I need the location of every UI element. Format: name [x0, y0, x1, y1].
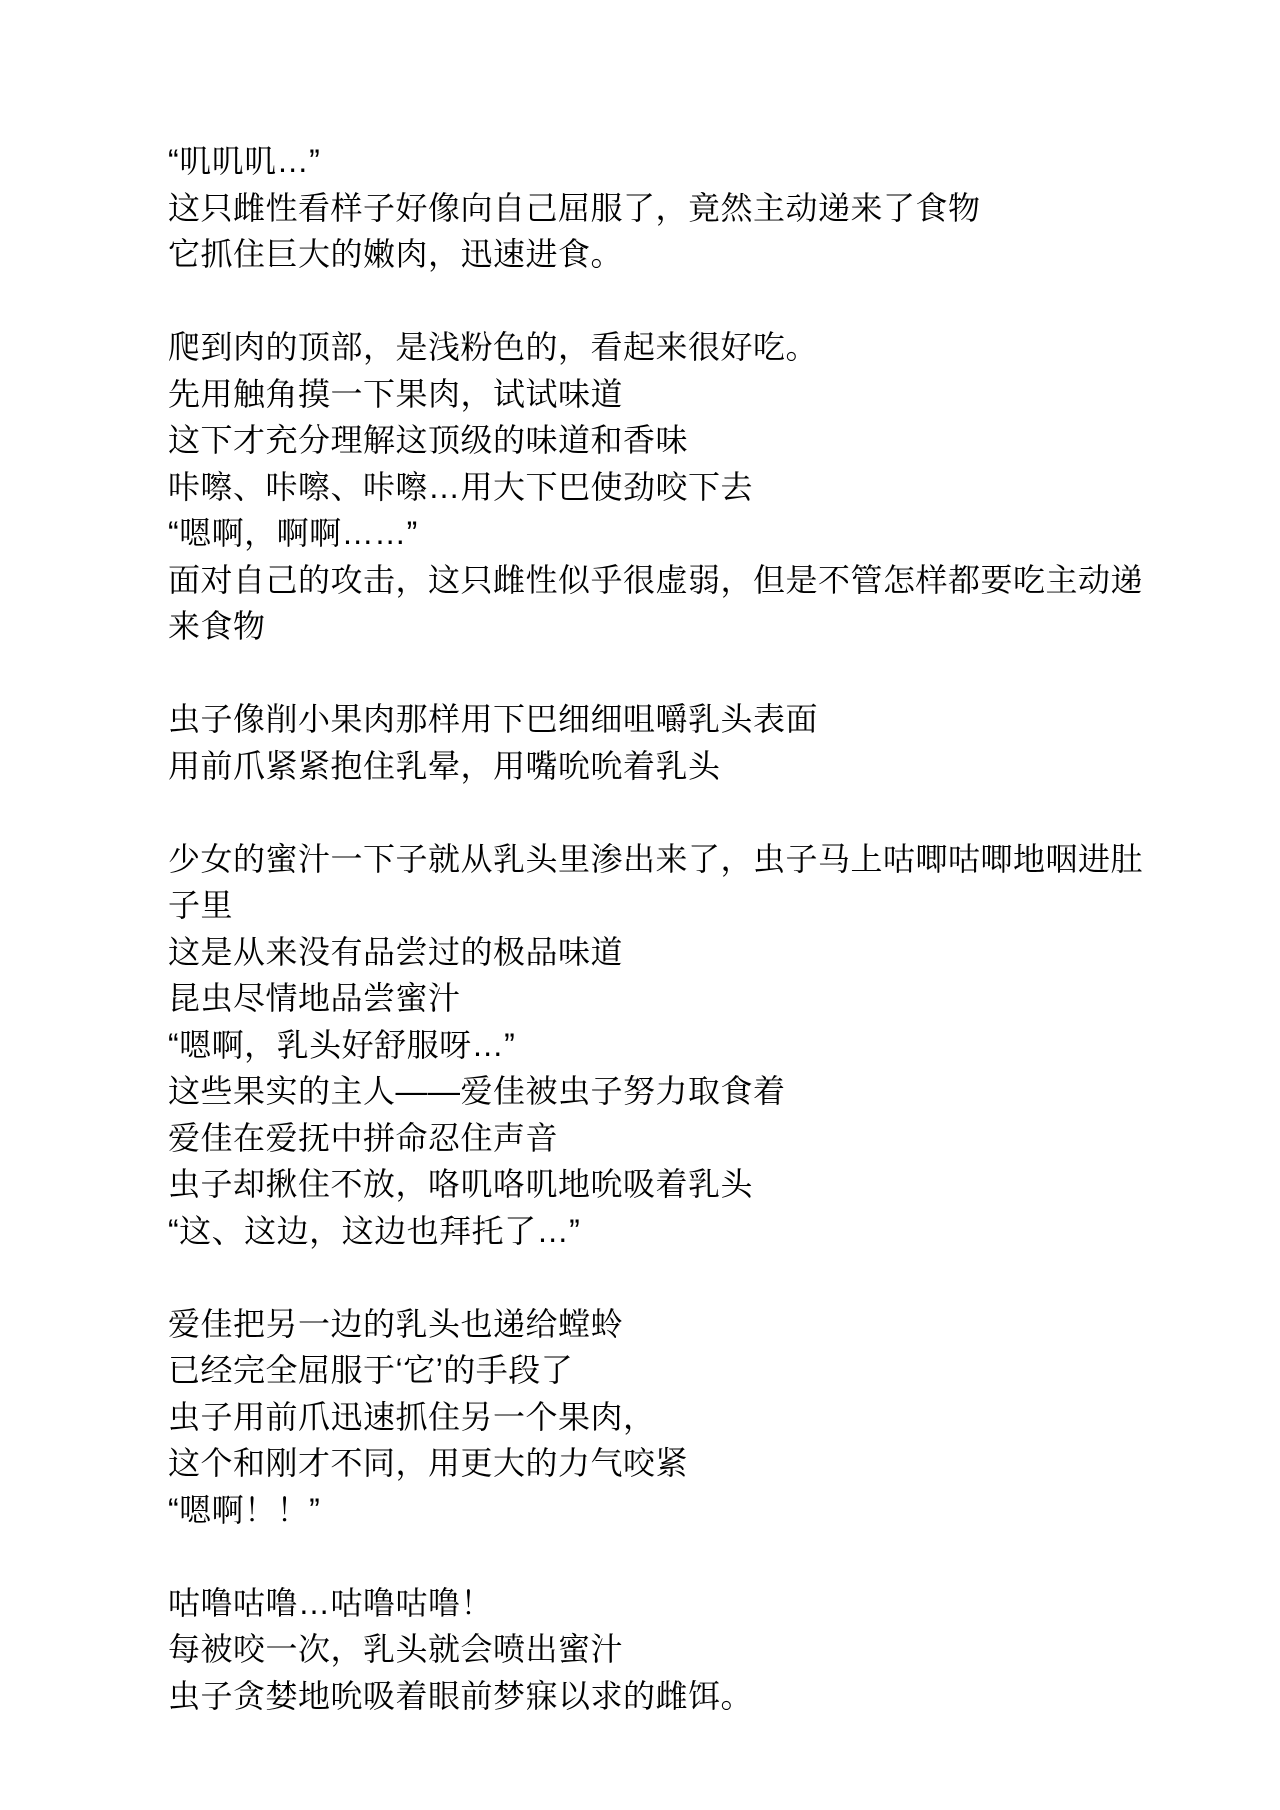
- text-line: 少女的蜜汁一下子就从乳头里渗出来了，虫子马上咕唧咕唧地咽进肚: [168, 840, 1144, 877]
- text-line: “嗯啊！！”: [168, 1491, 321, 1528]
- text-line: 咔嚓、咔嚓、咔嚓…用大下巴使劲咬下去: [168, 468, 754, 505]
- text-line: 爬到肉的顶部，是浅粉色的，看起来很好吃。: [168, 329, 819, 365]
- paragraph: [168, 696, 1148, 789]
- text-line: 这只雌性看样子好像向自己屈服了，竟然主动递来了食物: [168, 189, 981, 226]
- text-line: 爱佳在爱抚中拼命忍住声音: [168, 1119, 559, 1156]
- text-line: 这个和刚才不同，用更大的力气咬紧: [168, 1445, 689, 1481]
- text-line: 昆虫尽情地品尝蜜汁: [168, 980, 461, 1016]
- text-line: 用前爪紧紧抱住乳晕，用嘴吮吮着乳头: [168, 747, 721, 784]
- paragraph: [168, 1301, 1148, 1534]
- text-line: 这下才充分理解这顶级的味道和香味: [168, 422, 689, 458]
- text-line: 这些果实的主人——爱佳被虫子努力取食着: [168, 1073, 786, 1109]
- text-line: 面对自己的攻击，这只雌性似乎很虚弱，但是不管怎样都要吃主动递: [168, 561, 1144, 598]
- text-line: “嗯啊，乳头好舒服呀…”: [168, 1026, 516, 1063]
- text-line: “叽叽叽…”: [168, 143, 321, 179]
- text-line: 爱佳把另一边的乳头也递给螳蛉: [168, 1305, 624, 1342]
- text-line: 来食物: [168, 608, 266, 644]
- paragraph: [168, 836, 1148, 1255]
- paragraph: [168, 138, 1148, 278]
- text-line: 子里: [168, 887, 234, 923]
- paragraph: [168, 324, 1148, 650]
- text-line: 咕噜咕噜…咕噜咕噜！: [168, 1584, 494, 1621]
- text-line: 每被咬一次，乳头就会喷出蜜汁: [168, 1631, 624, 1667]
- text-line: “嗯啊，啊啊……”: [168, 515, 418, 551]
- text-line: 虫子贪婪地吮吸着眼前梦寐以求的雌饵。: [168, 1677, 754, 1714]
- text-line: “这、这边，这边也拜托了…”: [168, 1212, 581, 1249]
- paragraph: [168, 1580, 1148, 1720]
- text-content: [168, 138, 1148, 1719]
- text-line: 先用触角摸一下果肉，试试味道: [168, 375, 624, 412]
- text-line: 虫子用前爪迅速抓住另一个果肉，: [168, 1398, 656, 1435]
- text-line: 它抓住巨大的嫩肉，迅速进食。: [168, 236, 624, 272]
- text-line: 虫子像削小果肉那样用下巴细细咀嚼乳头表面: [168, 701, 819, 737]
- text-line: 已经完全屈服于‘它’的手段了: [168, 1352, 574, 1388]
- text-line: 这是从来没有品尝过的极品味道: [168, 933, 624, 970]
- text-line: 虫子却揪住不放，咯叽咯叽地吮吸着乳头: [168, 1166, 754, 1202]
